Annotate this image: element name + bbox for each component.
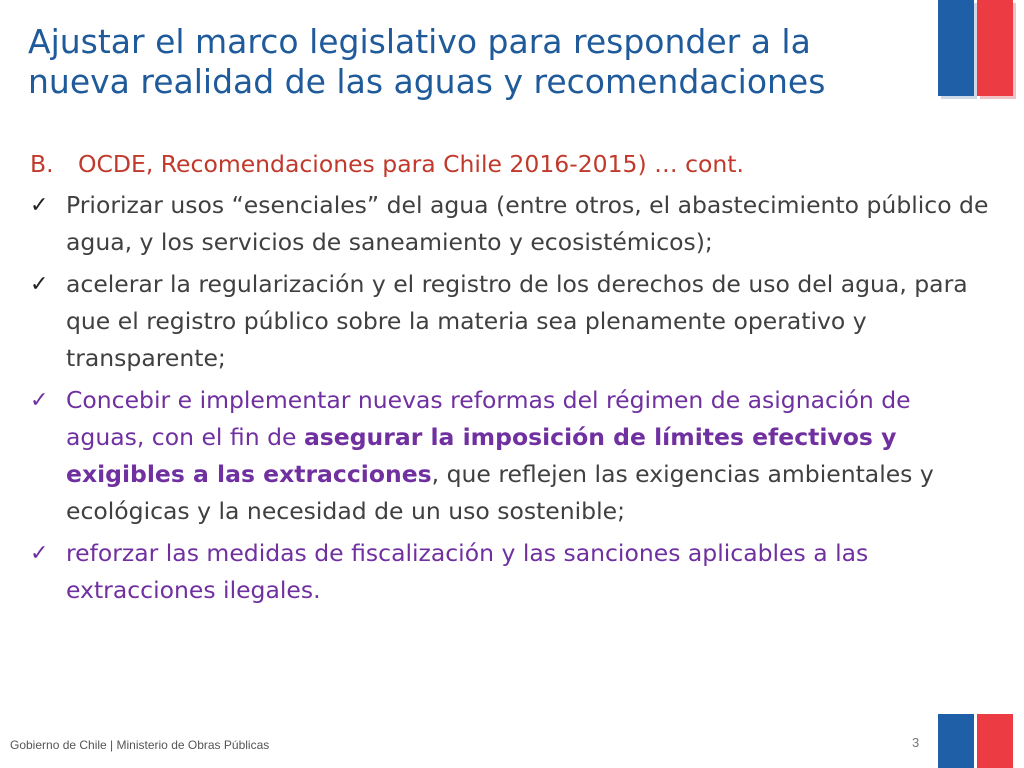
subheading-letter: B. <box>30 150 54 178</box>
item-text-bold: asegurar la imposición de límites efectivos y exigibles a las extracciones <box>66 423 897 488</box>
flag-red-stripe <box>977 714 1013 768</box>
list-item-text: reforzar las medidas de fiscalización y las sanciones aplicables a las extracciones ilegales. <box>66 539 869 604</box>
item-text-part-1: Concebir e implementar nuevas reformas del régimen de asignación de aguas, con el fin de <box>66 386 911 451</box>
slide-content <box>30 146 990 614</box>
check-mark-icon: ✓ <box>30 193 49 218</box>
page-number: 3 <box>912 735 920 750</box>
title-line-2: nueva realidad de las aguas y recomendaciones <box>28 62 826 101</box>
flag-red-stripe <box>977 0 1013 96</box>
list-item-text: Priorizar usos “esenciales” del agua (entre otros, el abastecimiento público de agua, y los servicios de saneamiento y ecosistémicos); <box>66 191 989 256</box>
title-line-1: Ajustar el marco legislativo para responder a la <box>28 22 811 61</box>
check-mark-icon: ✓ <box>30 272 49 297</box>
list-item <box>30 187 990 261</box>
subheading-text: OCDE, Recomendaciones para Chile 2016-2015) … cont. <box>78 150 744 178</box>
flag-blue-stripe <box>938 714 974 768</box>
check-mark-icon: ✓ <box>30 541 49 566</box>
item-text-part-2: , que reflejen las exigencias ambientales y ecológicas y la necesidad de un uso sostenible; <box>66 460 934 525</box>
list-item-highlighted <box>30 535 990 609</box>
list-item-text: acelerar la regularización y el registro de los derechos de uso del agua, para que el registro público sobre la materia sea plenamente operativo y transparente; <box>66 270 968 372</box>
check-mark-icon: ✓ <box>30 388 49 413</box>
section-subheading <box>30 146 990 183</box>
list-item <box>30 266 990 377</box>
slide-title <box>28 22 928 102</box>
flag-blue-stripe <box>938 0 974 96</box>
government-flag-logo-top <box>938 0 1016 96</box>
government-flag-logo-bottom <box>938 714 1016 768</box>
footer-text: Gobierno de Chile | Ministerio de Obras Públicas <box>10 738 270 752</box>
list-item-highlighted <box>30 382 990 530</box>
list-item-text <box>66 382 990 530</box>
